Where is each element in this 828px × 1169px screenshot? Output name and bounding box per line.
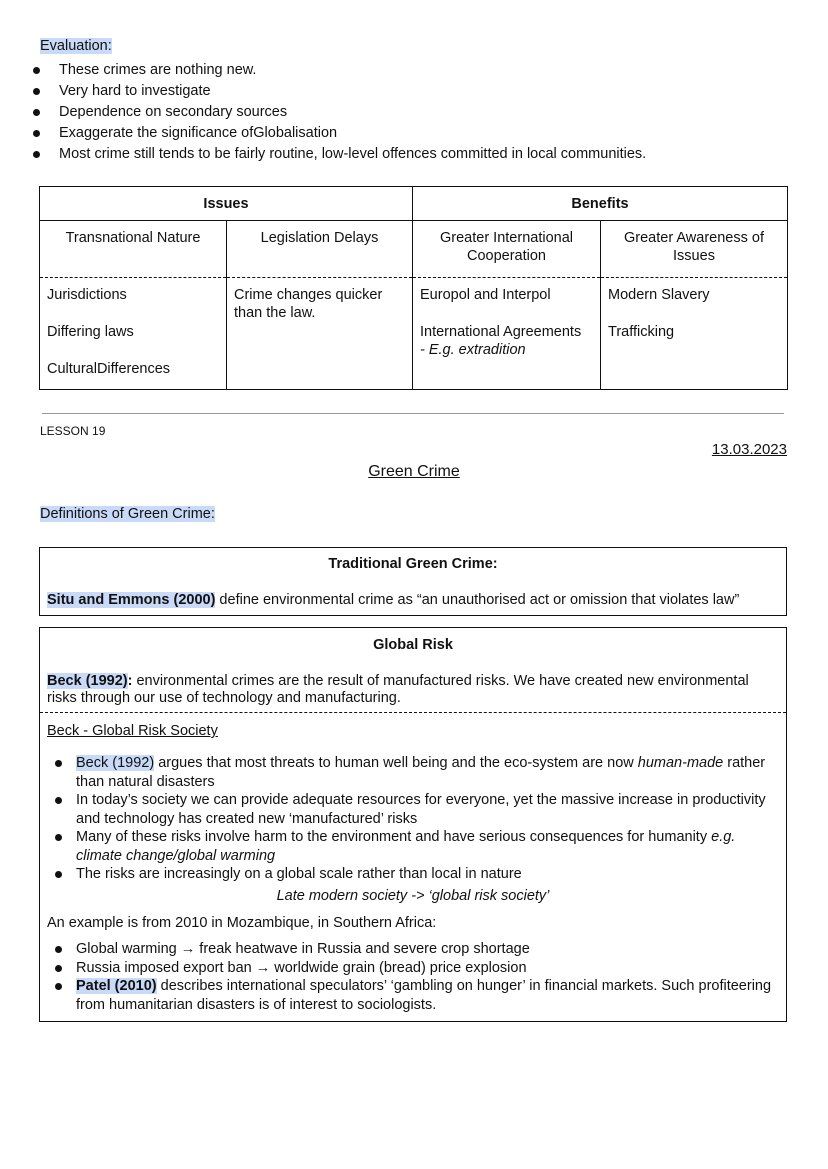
table-cell: [227, 278, 413, 390]
beck-paragraph: Beck (1992): environmental crimes are the result of manufactured risks. We have created new environmental risks through our use of technology and manufacturing.: [47, 673, 749, 706]
list-item: Global warming → freak heatwave in Russia and severe crop shortage: [47, 940, 777, 959]
evaluation-list: [28, 60, 646, 165]
benefits-header: Benefits: [413, 187, 788, 221]
list-item: Very hard to investigate: [28, 81, 646, 102]
citation: Beck (1992): [47, 673, 128, 689]
citation: Beck (1992): [76, 755, 155, 771]
issues-header: Issues: [40, 187, 413, 221]
cell-item: Differing laws: [47, 324, 134, 340]
bullet-icon: [33, 88, 40, 95]
box-title: Traditional Green Crime:: [328, 556, 498, 572]
table-subheader: Greater International Cooperation: [413, 221, 601, 278]
page-title: Green Crime: [368, 463, 460, 480]
cell-item: CulturalDifferences: [47, 361, 171, 377]
bullet-icon: [33, 67, 40, 74]
table-cell: [413, 278, 601, 390]
traditional-green-crime-box: [39, 547, 787, 616]
lesson-label: LESSON 19: [40, 424, 106, 438]
evaluation-heading: Evaluation:: [40, 38, 112, 54]
list-item: Dependence on secondary sources: [28, 102, 646, 123]
citation: Situ and Emmons (2000): [47, 592, 216, 608]
issues-benefits-table: [39, 186, 788, 390]
list-item: In today’s society we can provide adequate resources for everyone, yet the massive increase in productivity and technology has created new ‘manufactured’ risks: [47, 791, 777, 828]
list-item: Beck (1992) argues that most threats to human well being and the eco-system are now human-made rather than natural disasters: [47, 754, 777, 791]
list-item: The risks are increasingly on a global scale rather than local in nature: [47, 865, 777, 884]
definitions-heading: Definitions of Green Crime:: [40, 506, 215, 522]
table-subheader: Greater Awareness of Issues: [601, 221, 788, 278]
table-subheader: Transnational Nature: [40, 221, 227, 278]
global-risk-box: [39, 627, 787, 1022]
box-title: Global Risk: [373, 637, 453, 653]
bullet-icon: [55, 760, 62, 767]
example-list: [47, 940, 777, 1014]
cell-item-example: - E.g. extradition: [420, 342, 526, 358]
table-cell: [601, 278, 788, 390]
list-item: Exaggerate the significance ofGlobalisation: [28, 123, 646, 144]
bullet-icon: [55, 834, 62, 841]
bullet-icon: [55, 983, 62, 990]
bullet-icon: [33, 151, 40, 158]
box-text: Situ and Emmons (2000) define environmental crime as “an unauthorised act or omission that violates law”: [47, 592, 740, 608]
cell-item: Jurisdictions: [47, 287, 127, 303]
list-item: Most crime still tends to be fairly routine, low-level offences committed in local communities.: [28, 144, 646, 165]
risk-society-list: [47, 754, 777, 884]
list-item: These crimes are nothing new.: [28, 60, 646, 81]
lesson-date: 13.03.2023: [711, 441, 787, 458]
table-subheader: Legislation Delays: [227, 221, 413, 278]
late-modern-note: Late modern society -> ‘global risk society’: [276, 888, 550, 904]
divider: [42, 413, 784, 414]
cell-item: Modern Slavery: [608, 287, 710, 303]
list-item: Many of these risks involve harm to the environment and have serious consequences for humanity e.g. climate change/global warming: [47, 828, 777, 865]
citation: Patel (2010): [76, 978, 157, 994]
example-intro: An example is from 2010 in Mozambique, in Southern Africa:: [47, 915, 437, 931]
bullet-icon: [55, 797, 62, 804]
list-item: Russia imposed export ban → worldwide grain (bread) price explosion: [47, 959, 777, 978]
bullet-icon: [33, 130, 40, 137]
table-cell: [40, 278, 227, 390]
cell-item: Europol and Interpol: [420, 287, 551, 303]
bullet-icon: [55, 965, 62, 972]
bullet-icon: [55, 946, 62, 953]
section-heading: Beck - Global Risk Society: [47, 723, 218, 739]
bullet-icon: [55, 871, 62, 878]
cell-item: Trafficking: [608, 324, 675, 340]
cell-item: Crime changes quicker than the law.: [234, 287, 383, 321]
bullet-icon: [33, 109, 40, 116]
cell-item: International Agreements: [420, 324, 582, 340]
list-item: Patel (2010) describes international speculators’ ‘gambling on hunger’ in financial markets. Such profiteering from humanitarian disasters is of interest to sociologists.: [47, 977, 777, 1014]
divider: [40, 712, 786, 713]
